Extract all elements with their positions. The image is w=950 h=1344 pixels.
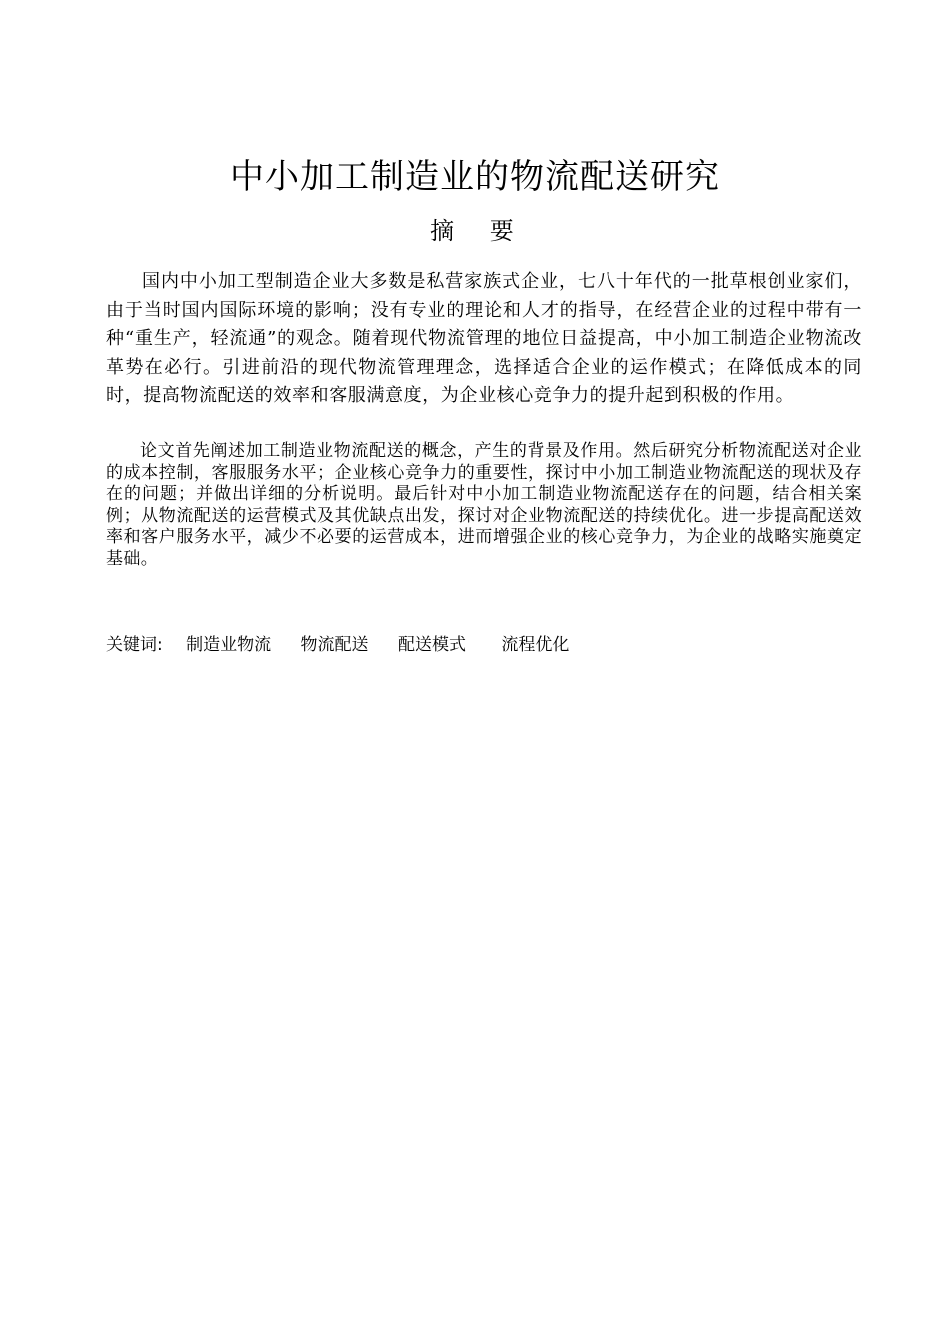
abstract-paragraph-1: 国内中小加工型制造企业大多数是私营家族式企业，七八十年代的一批草根创业家们，由于当时国内国际环境的影响；没有专业的理论和人才的指导，在经营企业的过程中带有一种“重生产，轻流通”的观念。随着现代物流管理的地位日益提高，中小加工制造企业物流改革势在必行。引进前沿的现代物流管理理念，选择适合企业的运作模式；在降低成本的同时，提高物流配送的效率和客服满意度，为企业核心竞争力的提升起到积极的作用。 [106, 271, 862, 406]
keyword-item: 配送模式 [397, 635, 466, 655]
keyword-item: 物流配送 [300, 635, 369, 655]
abstract-paragraph-2: 论文首先阐述加工制造业物流配送的概念，产生的背景及作用。然后研究分析物流配送对企业的成本控制，客服服务水平；企业核心竞争力的重要性，探讨中小加工制造业物流配送的现状及存在的问题；并做出详细的分析说明。最后针对中小加工制造业物流配送存在的问题，结合相关案例；从物流配送的运营模式及其优缺点出发，探讨对企业物流配送的持续优化。进一步提高配送效率和客户服务水平，减少不必要的运营成本，进而增强企业的核心竞争力，为企业的战略实施奠定基础。 [106, 441, 862, 569]
keyword-item: 制造业物流 [186, 635, 272, 655]
keywords-label: 关键词: [106, 635, 163, 655]
keyword-item: 流程优化 [501, 635, 570, 655]
abstract-heading: 摘 要 [430, 217, 528, 245]
document-title: 中小加工制造业的物流配送研究 [230, 157, 720, 197]
keywords-line [106, 632, 866, 658]
